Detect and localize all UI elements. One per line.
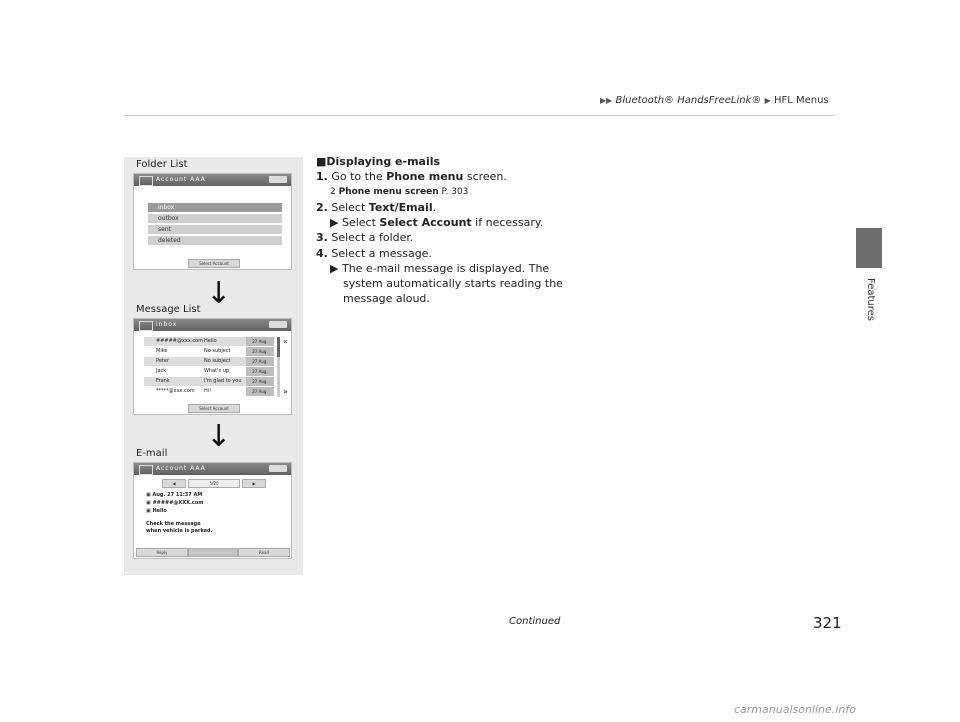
folder-label: outbox <box>158 215 179 222</box>
email-notice-line1: Check the message <box>146 521 201 527</box>
battery-icon <box>269 176 287 183</box>
blank-button <box>188 548 238 557</box>
step-3: 3. Select a folder. <box>316 231 414 244</box>
phone-icon <box>139 465 153 475</box>
folder-item[interactable] <box>148 225 282 234</box>
message-sender: #####@xxx.com <box>156 338 204 344</box>
page-down-icon[interactable]: » <box>283 387 288 396</box>
email-notice-line2: when vehicle is parked. <box>146 528 213 534</box>
email-screen <box>133 462 292 559</box>
watermark: carmanualsonline.info <box>734 703 856 716</box>
message-list-caption: Message List <box>136 304 201 315</box>
message-counter: 5/20 <box>188 479 240 488</box>
reference-icon: 2 <box>330 187 339 197</box>
message-date: 27 Aug. <box>246 377 274 386</box>
message-subject: I'm glad to you <box>204 378 242 384</box>
message-date: 27 Aug. <box>246 337 274 346</box>
message-sender: *****@xxx.com <box>156 388 195 394</box>
email-date: ▣ Aug. 27 11:37 AM <box>146 492 203 498</box>
heading-bullet-icon: ■ <box>316 155 327 168</box>
step-4-substep-line3: message aloud. <box>343 292 430 305</box>
message-sender: Frank <box>156 378 170 384</box>
message-subject: No subject <box>204 348 231 354</box>
message-row[interactable] <box>144 387 274 396</box>
step-4: 4. Select a message. <box>316 247 432 260</box>
step-4-substep: ▶ The e-mail message is displayed. The <box>330 262 550 275</box>
section-heading: ■Displaying e-mails <box>316 155 441 168</box>
header-rule <box>124 115 834 116</box>
down-arrow-icon: ↓ <box>206 276 232 311</box>
page-number: 321 <box>813 614 842 632</box>
screen-title: Account AAA <box>156 176 206 183</box>
email-from: ▣ #####@XXX.com <box>146 500 204 506</box>
folder-label: deleted <box>158 237 181 244</box>
phone-icon <box>139 321 153 331</box>
message-row[interactable] <box>144 377 274 386</box>
step-2-substep: ▶ Select Select Account if necessary. <box>330 216 544 229</box>
folder-item[interactable] <box>148 203 282 212</box>
folder-list-caption: Folder List <box>136 159 188 170</box>
message-subject: Hi! <box>204 388 212 394</box>
message-list-screen <box>133 318 292 415</box>
message-date: 27 Aug. <box>246 357 274 366</box>
reply-button[interactable]: Reply <box>136 548 188 557</box>
screen-header <box>134 319 291 331</box>
message-subject: What's up <box>204 368 230 374</box>
folder-item[interactable] <box>148 214 282 223</box>
folder-list-screen <box>133 173 292 270</box>
folder-label: inbox <box>158 204 175 211</box>
person-icon: ▣ <box>146 500 153 506</box>
substep-arrow-icon: ▶ <box>330 262 342 275</box>
breadcrumb-arrow-icon: ▶ <box>764 96 771 105</box>
scrollbar-thumb[interactable] <box>277 337 280 357</box>
email-subject: ▣ Hello <box>146 508 167 514</box>
message-sender: Mike <box>156 348 168 354</box>
message-date: 27 Aug. <box>246 387 274 396</box>
step-number: 1. <box>316 170 328 183</box>
screen-header <box>134 174 291 186</box>
side-label-text: Features <box>865 278 876 321</box>
down-arrow-icon: ↓ <box>206 419 232 454</box>
cross-reference[interactable]: 2 Phone menu screen P. 303 <box>330 187 469 197</box>
side-tab <box>856 228 882 268</box>
scrollbar[interactable] <box>277 337 280 397</box>
folder-label: sent <box>158 226 171 233</box>
breadcrumb-section: Bluetooth® HandsFreeLink® <box>615 95 762 106</box>
battery-icon <box>269 321 287 328</box>
screen-title: Account AAA <box>156 465 206 472</box>
screen-header <box>134 463 291 475</box>
phone-icon <box>139 176 153 186</box>
step-number: 2. <box>316 201 328 214</box>
step-1: 1. Go to the Phone menu screen. <box>316 170 507 183</box>
side-label <box>848 278 888 368</box>
page-up-icon[interactable]: « <box>283 337 288 346</box>
message-date: 27 Aug. <box>246 367 274 376</box>
screen-title: inbox <box>156 321 178 328</box>
breadcrumb-page: HFL Menus <box>773 95 829 106</box>
message-row[interactable] <box>144 347 274 356</box>
next-button[interactable]: ▶ <box>242 479 266 488</box>
substep-arrow-icon: ▶ <box>330 216 342 229</box>
step-4-substep-line2: system automatically starts reading the <box>343 277 563 290</box>
message-sender: Peter <box>156 358 170 364</box>
step-number: 4. <box>316 247 328 260</box>
message-row[interactable] <box>144 367 274 376</box>
battery-icon <box>269 465 287 472</box>
previous-button[interactable]: ◀ <box>162 479 186 488</box>
step-2: 2. Select Text/Email. <box>316 201 437 214</box>
message-sender: Jack <box>156 368 167 374</box>
message-row[interactable] <box>144 337 274 346</box>
folder-item[interactable] <box>148 236 282 245</box>
breadcrumb-arrow-icon: ▶▶ <box>600 96 613 105</box>
breadcrumb <box>600 95 829 106</box>
calendar-icon: ▣ <box>146 492 153 498</box>
read-button[interactable]: Read <box>238 548 290 557</box>
subject-icon: ▣ <box>146 508 153 514</box>
step-number: 3. <box>316 231 328 244</box>
message-subject: Hello <box>204 338 217 344</box>
message-date: 27 Aug. <box>246 347 274 356</box>
message-row[interactable] <box>144 357 274 366</box>
continued-label: Continued <box>509 616 561 627</box>
message-subject: No subject <box>204 358 231 364</box>
email-caption: E-mail <box>136 448 168 459</box>
select-account-button[interactable]: Select Account <box>188 259 240 268</box>
select-account-button[interactable]: Select Account <box>188 404 240 413</box>
